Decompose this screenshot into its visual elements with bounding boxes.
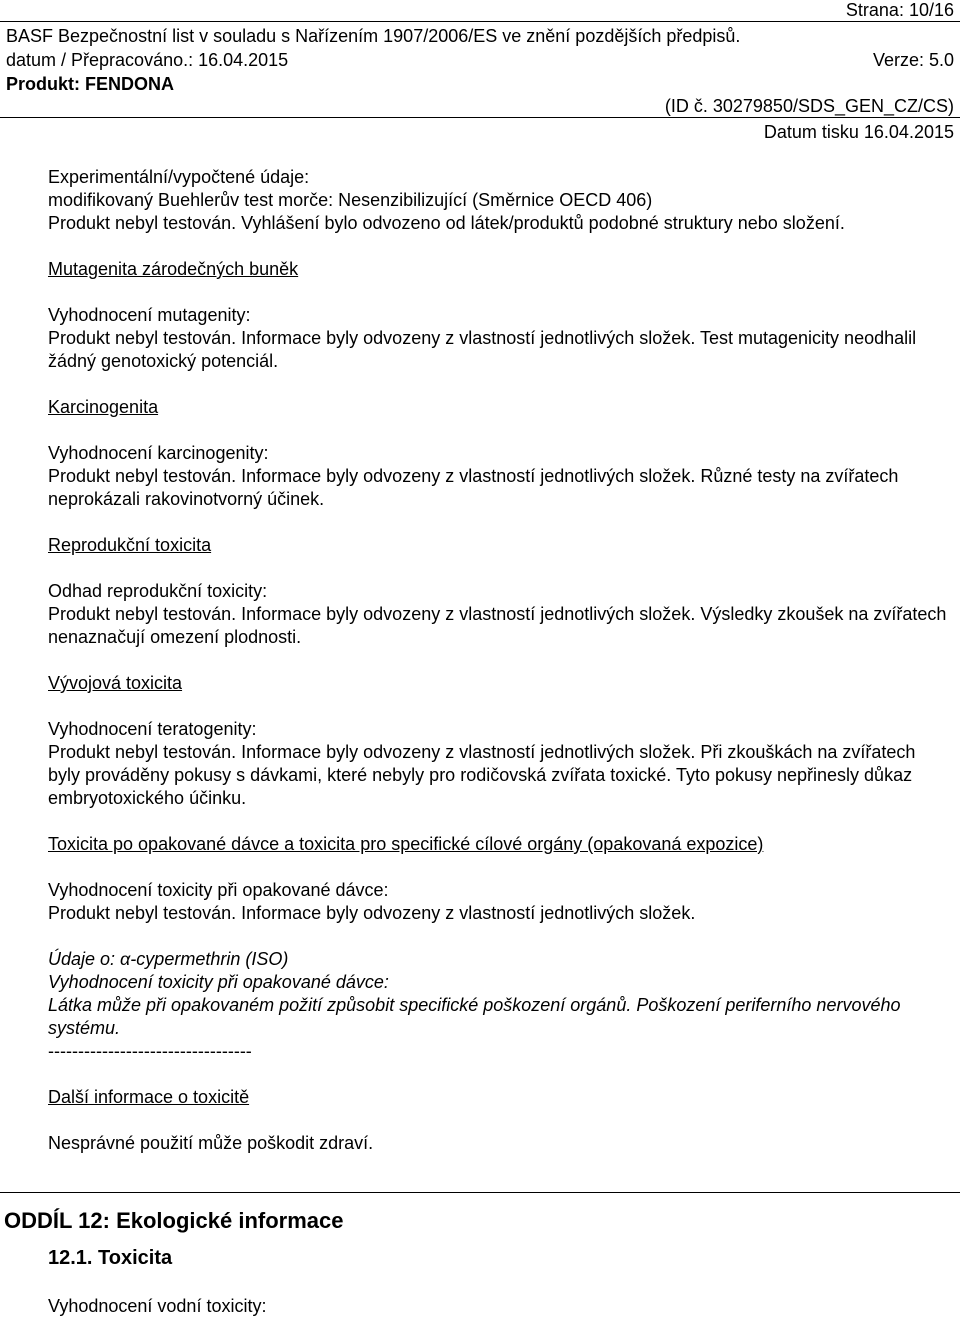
section-12-title: ODDÍL 12: Ekologické informace [4,1208,344,1233]
teratogenicity-label: Vyhodnocení teratogenity: [48,719,257,739]
carcinogenicity-text: Produkt nebyl testován. Informace byly odvozeny z vlastností jednotlivých složek. Různé testy na zvířatech neprokázali rakovinotvorný účinek. [48,466,899,509]
carcinogenicity-label: Vyhodnocení karcinogenity: [48,443,269,463]
subsection-title: 12.1. Toxicita [48,1247,173,1269]
carcinogenicity-heading: Karcinogenita [48,397,159,417]
document-id: (ID č. 30279850/SDS_GEN_CZ/CS) [664,96,954,116]
aquatic-toxicity-label: Vyhodnocení vodní toxicity: [48,1296,267,1316]
mutagenicity-text: Produkt nebyl testován. Informace byly odvozeny z vlastností jednotlivých složek. Test mutagenicity neodhalil žádný genotoxický potenciál. [48,328,917,371]
repeated-dose-text: Produkt nebyl testován. Informace byly odvozeny z vlastností jednotlivých složek. [48,903,696,923]
repeated-dose-heading: Toxicita po opakované dávce a toxicita pro specifické cílové orgány (opakovaná expozice) [48,834,764,854]
section-11-content [48,166,948,1155]
mutagenicity-heading: Mutagenita zárodečných buněk [48,259,299,279]
page-number: Strana: 10/16 [845,0,954,20]
separator-line: ---------------------------------- [48,1041,252,1061]
company-line: BASF Bezpečnostní list v souladu s Nařízením 1907/2006/ES ve znění pozdějších předpisů. [6,26,741,46]
reproductive-heading: Reprodukční toxicita [48,535,212,555]
product-name: Produkt: FENDONA [6,74,174,94]
substance-heading: Údaje o: α-cypermethrin (ISO) [48,949,289,969]
reproductive-label: Odhad reprodukční toxicity: [48,581,268,601]
header-rule-bottom [0,117,960,118]
other-toxicity-text: Nesprávné použití může poškodit zdraví. [48,1133,374,1153]
developmental-heading: Vývojová toxicita [48,673,183,693]
substance-label: Vyhodnocení toxicity při opakované dávce: [48,972,389,992]
section-divider [0,1192,960,1193]
buehler-test-result: modifikovaný Buehlerův test morče: Nesenzibilizující (Směrnice OECD 406) [48,190,653,210]
teratogenicity-text: Produkt nebyl testován. Informace byly odvozeny z vlastností jednotlivých složek. Při zkouškách na zvířatech byly prováděny pokusy s dávkami, které nebyly pro rodičovská zvířata toxické. Tyto pokusy nepřinesly důkaz embryotoxického účinku. [48,742,916,808]
header-rule-top [0,21,960,22]
version: Verze: 5.0 [872,50,954,70]
document-header [0,0,960,146]
revision-date: datum / Přepracováno.: 16.04.2015 [6,50,289,70]
substance-text: Látka může při opakovaném požití způsobit specifické poškození orgánů. Poškození periferního nervového systému. [48,995,901,1038]
print-date: Datum tisku 16.04.2015 [763,122,954,142]
mutagenicity-label: Vyhodnocení mutagenity: [48,305,251,325]
repeated-dose-label: Vyhodnocení toxicity při opakované dávce: [48,880,389,900]
data-label: Experimentální/vypočtené údaje: [48,167,310,187]
sensitization-note: Produkt nebyl testován. Vyhlášení bylo odvozeno od látek/produktů podobné struktury nebo složení. [48,213,845,233]
other-toxicity-heading: Další informace o toxicitě [48,1087,250,1107]
reproductive-text: Produkt nebyl testován. Informace byly odvozeny z vlastností jednotlivých složek. Výsledky zkoušek na zvířatech nenaznačují omezení plodnosti. [48,604,947,647]
